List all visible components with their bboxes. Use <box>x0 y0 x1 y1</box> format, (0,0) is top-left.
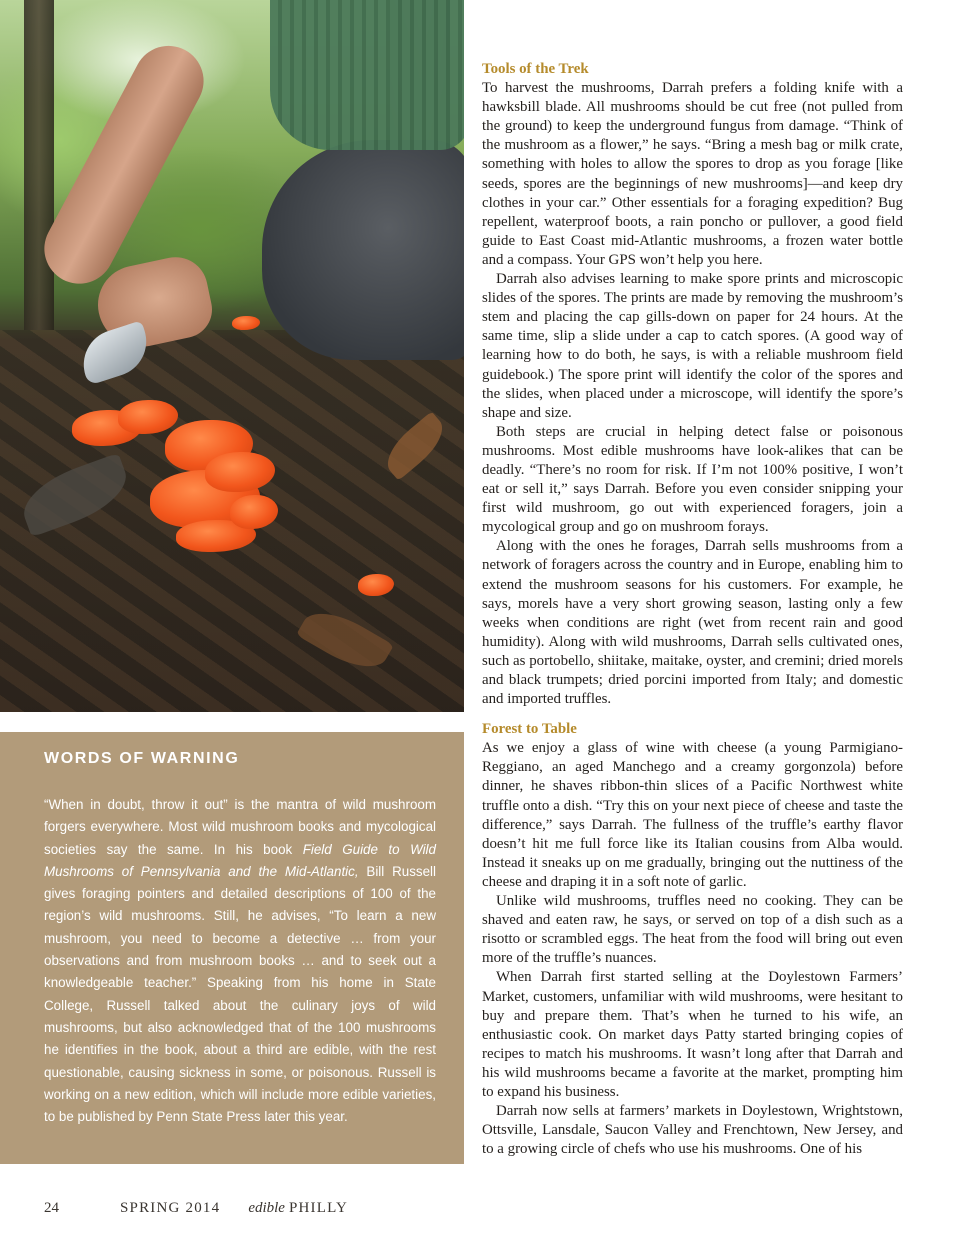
sidebar-text-part1: “When in doubt, throw it out” is the mantra of wild mushroom forgers everywhere. Most wild mushroom books and mycological societies say the same. In his book <box>44 797 436 857</box>
kneeling-leg <box>262 140 464 360</box>
section-heading-forest: Forest to Table <box>482 721 577 738</box>
sidebar-body <box>44 794 436 1128</box>
article-paragraph: As we enjoy a glass of wine with cheese (a young Parmigiano-Reggiano, an aged Manchego and a creamy gorgonzola) before dinner, he shaves ribbon-thin slices of a Pacific Northwest white truffle onto a dish. “Try this on your next piece of cheese and taste the difference,” says Darrah. The fullness of the truffle’s earthy flavor doesn’t hit me full force like its Italian cousins from Alba would. Instead it sneaks up on me gradually, bringing out the nuttiness of the cheese and draping it in a soft note of garlic. <box>482 740 903 890</box>
forager-arm <box>32 34 216 296</box>
plaid-shirt <box>270 0 464 150</box>
orange-mushroom <box>232 316 260 330</box>
article-paragraph: Darrah now sells at farmers’ markets in Doylestown, Wrightstown, Ottsville, Lansdale, Saucon Valley and Frenchtown, New Jersey, and to a growing circle of chefs who use his mushrooms. One of his <box>482 1103 903 1158</box>
sidebar-title: WORDS OF WARNING <box>44 750 240 767</box>
sidebar-text-part2: Bill Russell gives foraging pointers and detailed descriptions of 100 of the region’s wild mushrooms. Still, he advises, “To learn a new mushroom, you need to become a detective … from your observations and from mushroom books … and to seek out a knowledgeable teacher.” Speaking from his home in State College, Russell talked about the culinary joys of wild mushrooms, but also acknowledged that of the 100 mushrooms he identifies in the book, about a third are edible, with the rest questionable, causing sickness in some, or poisonous. Russell is working on a new edition, which will include more edible varieties, to be published by Penn State Press later this year. <box>44 863 436 1125</box>
article-paragraph: When Darrah first started selling at the Doylestown Farmers’ Market, customers, unfamiliar with wild mushrooms, were hesitant to buy and prepare them. That’s when he turned to his wife, an enthusiastic cook. On market days Patty started bringing copies of recipes to match his mushrooms. It wasn’t long after that Darrah and his wild mushrooms became a favorite at the market, prompting him to expand his business. <box>482 969 903 1100</box>
page-number: 24 <box>44 1200 59 1216</box>
mushroom-foraging-photo <box>0 0 464 712</box>
tree-trunk <box>24 0 54 330</box>
article-paragraph: Both steps are crucial in helping detect false or poisonous mushrooms. Most edible mushrooms have look-alikes that can be deadly. “There’s no room for risk. If I’m not 100% positive, I won’t eat or sell it,” says Darrah. Before you even consider snipping your first wild mushroom, go out with experienced foragers, join a mycological group and go on mushroom forays. <box>482 423 903 536</box>
article-column <box>482 60 903 1159</box>
article-paragraph: To harvest the mushrooms, Darrah prefers a folding knife with a hawksbill blade. All mushrooms should be cut free (not pulled from the ground) to keep the underground fungus from damage. “Think of the mushroom as a flower,” he says. “Bring a mesh bag or milk crate, something with holes to allow the spores to drop as you forage [like seeds, spores are the beginnings of new mushrooms]—and keep dry clothes in your car.” Other essentials for a foraging expedition? Bug repellent, waterproof boots, a rain poncho or pullover, a good field guide to East Coast mid-Atlantic mushrooms, a frozen water bottle and a compass. Your GPS won’t help you here. <box>482 80 903 268</box>
words-of-warning-sidebar <box>0 732 464 1164</box>
brand-edible: edible <box>248 1200 285 1216</box>
sidebar-book-title: Field Guide to Wild Mushrooms of Pennsylvania and the Mid-Atlantic, <box>44 841 436 879</box>
article-paragraph: Unlike wild mushrooms, truffles need no cooking. They can be shaved and eaten raw, he says, or served on top of a dish such as a risotto or scrambled eggs. The heat from the food will bring out even more of the truffle’s nuances. <box>482 893 903 967</box>
article-paragraph: Darrah also advises learning to make spore prints and microscopic slides of the spores. The prints are made by removing the mushroom’s stem and placing the cap gills-down on paper for 24 hours. At the same time, slip a slide under a cap to catch spores. (A good way of learning how to do both, he says, is with a reliable mushroom field guidebook.) The spore print will identify the color of the spores and the slides, when placed under a microscope, will identify the spore’s shape and size. <box>482 271 903 421</box>
article-paragraph: Along with the ones he forages, Darrah sells mushrooms from a network of foragers across the country and in Europe, enabling him to extend the mushroom seasons for his customers. For example, he says, morels have a very short growing season, lasting only a few weeks when conditions are right (wet from recent rain and good humidity). Along with wild mushrooms, Darrah sells cultivated ones, such as portobello, shiitake, maitake, oyster, and cremini; dried morels and black trumpets; dried porcini imported from Italy; and domestic and imported truffles. <box>482 538 903 708</box>
page-footer <box>44 1200 348 1217</box>
issue-season: SPRING 2014 <box>120 1200 221 1216</box>
brand-philly: PHILLY <box>288 1200 348 1216</box>
section-heading-tools: Tools of the Trek <box>482 61 589 77</box>
